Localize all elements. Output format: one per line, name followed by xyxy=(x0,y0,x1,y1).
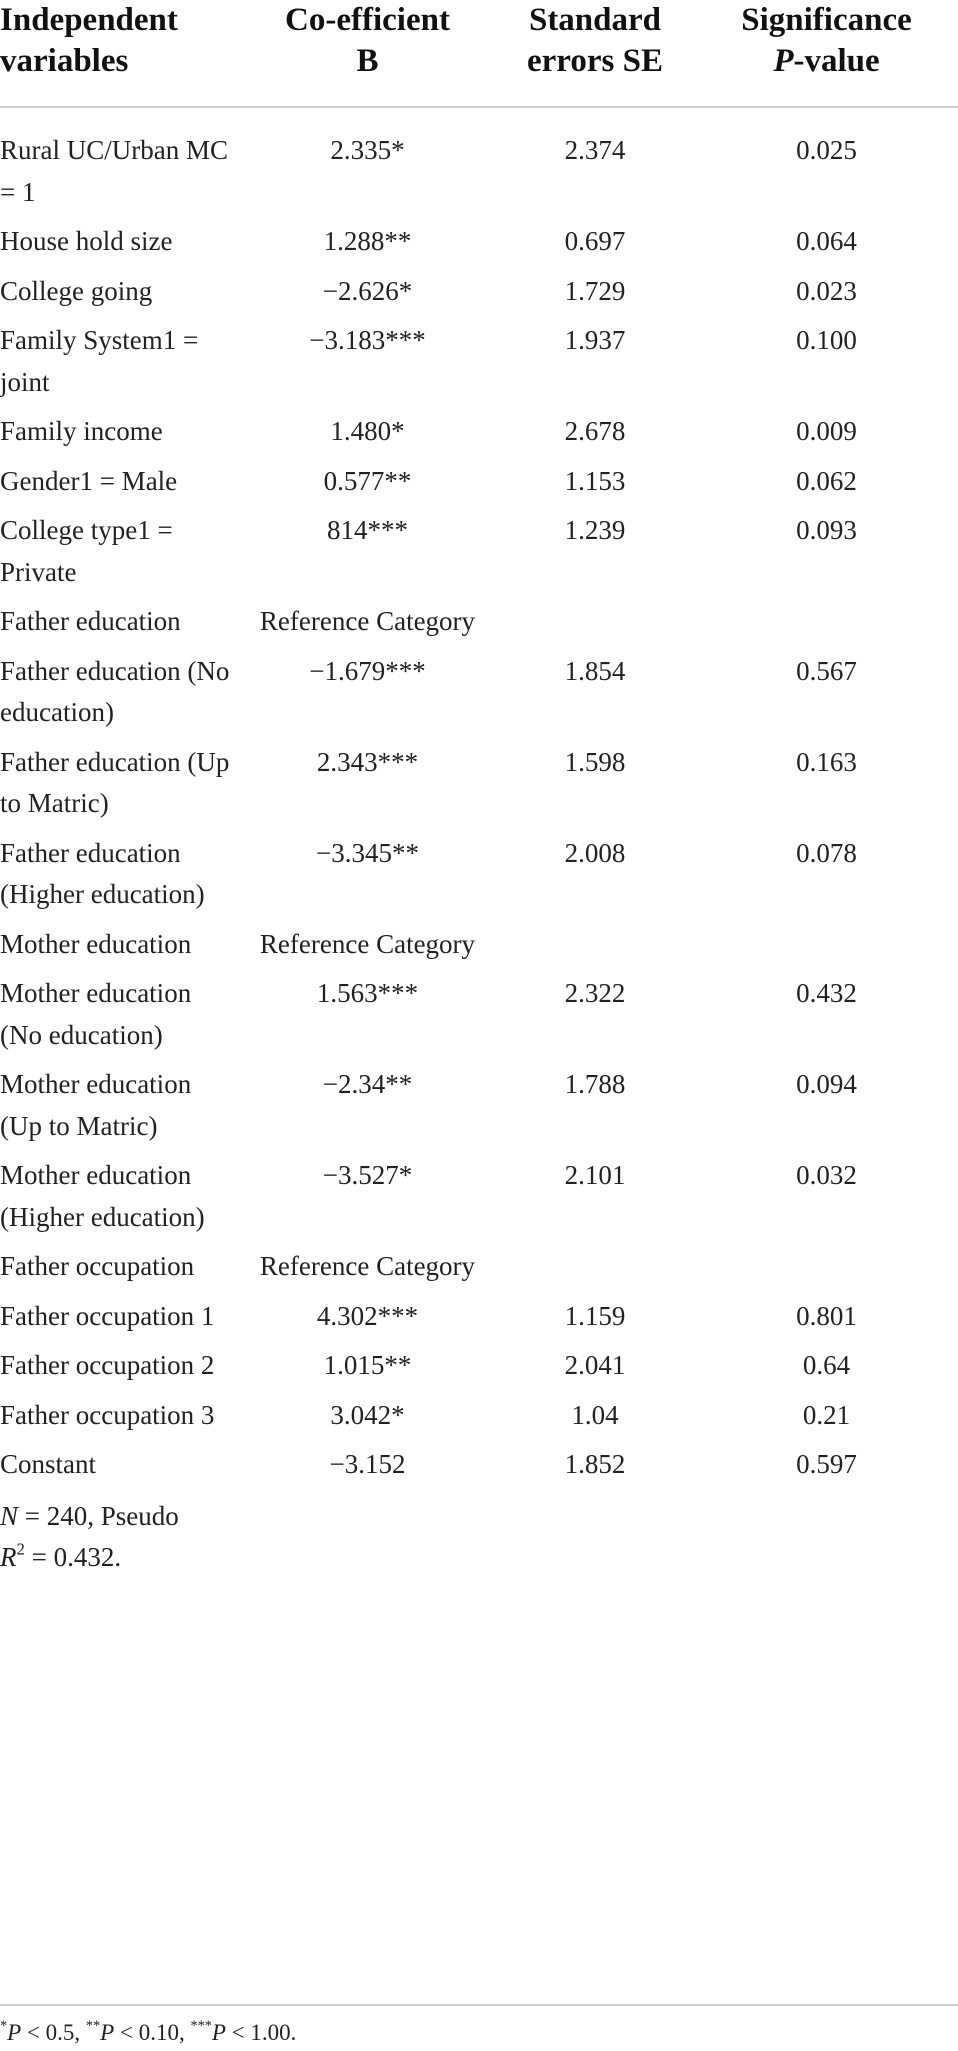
standard-error-cell: 1.854 xyxy=(564,655,626,686)
standard-error-cell xyxy=(495,924,695,974)
coefficient-cell: −1.679*** xyxy=(309,655,426,686)
header-row xyxy=(0,0,958,107)
header-coefficient: Co-efficient B xyxy=(240,0,495,107)
table-row xyxy=(0,1345,958,1395)
table-row xyxy=(0,651,958,742)
standard-error-cell: 2.322 xyxy=(564,978,626,1008)
table-row xyxy=(0,107,958,221)
p-value-cell: 0.567 xyxy=(796,655,857,686)
standard-error-cell: 0.697 xyxy=(564,226,626,256)
standard-error-cell: 1.729 xyxy=(564,275,626,306)
variable-cell: Gender1 = Male xyxy=(0,465,178,496)
standard-error-cell: 2.101 xyxy=(564,1160,626,1190)
p-value-cell: 0.062 xyxy=(796,465,857,496)
p-value-cell: 0.21 xyxy=(802,1399,851,1430)
table-row xyxy=(0,461,958,511)
sample-summary-cell: N = 240, Pseudo $R^2 = 0.432$. xyxy=(0,1500,179,1572)
significance-footnote: *P < 0.5, **P < 0.10, ***P < 1.00. xyxy=(0,2018,297,2045)
table-row xyxy=(0,973,958,1064)
p-value-cell: 0.597 xyxy=(796,1449,857,1479)
coefficient-cell: −3.152 xyxy=(329,1449,406,1479)
table-body xyxy=(0,107,958,1587)
p-value-cell: 0.025 xyxy=(796,135,857,165)
p-value-cell: 0.078 xyxy=(796,837,857,868)
coefficient-cell: 3.042* xyxy=(330,1399,405,1430)
table-row xyxy=(0,1064,958,1155)
p-value-cell: 0.064 xyxy=(796,226,857,256)
table-row xyxy=(0,601,958,651)
variable-cell: Father occupation 2 xyxy=(0,1350,215,1380)
variable-cell: Father education (Up to Matric) xyxy=(0,746,230,818)
variable-cell: Constant xyxy=(0,1449,97,1479)
coefficient-cell: 1.563*** xyxy=(316,978,419,1008)
coefficient-cell: 0.577** xyxy=(323,465,412,496)
header-independent-variables: Independent variables xyxy=(0,0,240,107)
table-row xyxy=(0,1395,958,1445)
header-standard-errors: Standard errors SE xyxy=(495,0,695,107)
table-row xyxy=(0,411,958,461)
coefficient-cell: 814*** xyxy=(327,515,408,545)
standard-error-cell: 2.008 xyxy=(564,837,626,868)
summary-row xyxy=(0,1494,958,1587)
p-value-cell: 0.009 xyxy=(796,416,857,446)
standard-error-cell: 1.04 xyxy=(571,1399,619,1430)
variable-cell: Father education (No education) xyxy=(0,655,230,727)
coefficient-cell: 2.335* xyxy=(330,135,405,165)
table-row xyxy=(0,320,958,411)
standard-error-cell: 1.598 xyxy=(564,746,626,777)
table-row xyxy=(0,1444,958,1494)
standard-error-cell: 1.937 xyxy=(564,325,626,355)
coefficient-cell: −3.345** xyxy=(316,837,419,868)
variable-cell: Mother education (Up to Matric) xyxy=(0,1069,192,1141)
variable-cell: Father occupation 3 xyxy=(0,1399,215,1430)
standard-error-cell: 1.239 xyxy=(564,515,626,545)
coefficient-cell: 1.015** xyxy=(323,1350,412,1380)
reference-category-cell: Reference Category xyxy=(259,606,476,636)
p-value-cell: 0.023 xyxy=(796,275,857,306)
coefficient-cell: 1.480* xyxy=(330,416,405,446)
standard-error-cell: 1.153 xyxy=(564,465,626,496)
variable-cell: Father occupation 1 xyxy=(0,1300,215,1331)
p-value-cell: 0.032 xyxy=(796,1160,857,1190)
coefficient-cell: −2.626* xyxy=(322,275,413,306)
p-value-cell xyxy=(695,924,958,974)
p-value-cell: 0.094 xyxy=(796,1069,857,1099)
p-value-cell: 0.093 xyxy=(796,515,857,545)
table-row xyxy=(0,833,958,924)
standard-error-cell: 1.788 xyxy=(564,1069,626,1099)
coefficient-cell: 1.288** xyxy=(323,226,412,256)
coefficient-cell: −3.527* xyxy=(322,1160,413,1190)
variable-cell: Mother education (No education) xyxy=(0,978,192,1050)
variable-cell: Father education xyxy=(0,606,181,636)
table-row xyxy=(0,1246,958,1296)
table-row xyxy=(0,924,958,974)
variable-cell: Father occupation xyxy=(0,1251,195,1281)
table-row xyxy=(0,742,958,833)
p-value-cell: 0.100 xyxy=(796,325,857,355)
p-value-cell: 0.163 xyxy=(796,746,857,777)
p-value-cell: 0.432 xyxy=(796,978,857,1008)
coefficient-cell: −2.34** xyxy=(322,1069,413,1099)
table-row xyxy=(0,1296,958,1346)
standard-error-cell: 2.041 xyxy=(564,1350,626,1380)
variable-cell: College type1 = Private xyxy=(0,515,173,587)
p-value-cell xyxy=(695,601,958,651)
p-value-cell: 0.64 xyxy=(802,1350,851,1380)
variable-cell: Mother education (Higher education) xyxy=(0,1160,205,1232)
coefficient-cell: 2.343*** xyxy=(316,746,419,777)
variable-cell: College going xyxy=(0,275,153,306)
variable-cell: Mother education xyxy=(0,928,192,959)
standard-error-cell: 1.159 xyxy=(564,1300,626,1331)
coefficient-cell: −3.183*** xyxy=(309,325,426,355)
p-value-cell xyxy=(695,1246,958,1296)
table-row xyxy=(0,1155,958,1246)
standard-error-cell: 1.852 xyxy=(564,1449,626,1479)
variable-cell: Rural UC/Urban MC = 1 xyxy=(0,135,228,207)
reference-category-cell: Reference Category xyxy=(259,1251,476,1281)
footer-divider xyxy=(0,2004,958,2006)
table-row xyxy=(0,221,958,271)
standard-error-cell xyxy=(495,601,695,651)
variable-cell: Family System1 = joint xyxy=(0,325,199,397)
header-significance: Significance P-value xyxy=(695,0,958,107)
standard-error-cell: 2.678 xyxy=(564,416,626,446)
standard-error-cell xyxy=(495,1246,695,1296)
table-row xyxy=(0,271,958,321)
p-value-cell: 0.801 xyxy=(796,1300,857,1331)
variable-cell: House hold size xyxy=(0,226,173,256)
coefficient-cell: 4.302*** xyxy=(316,1300,419,1331)
standard-error-cell: 2.374 xyxy=(564,135,626,165)
variable-cell: Father education (Higher education) xyxy=(0,837,205,909)
reference-category-cell: Reference Category xyxy=(259,928,476,959)
table-row xyxy=(0,510,958,601)
variable-cell: Family income xyxy=(0,416,163,446)
